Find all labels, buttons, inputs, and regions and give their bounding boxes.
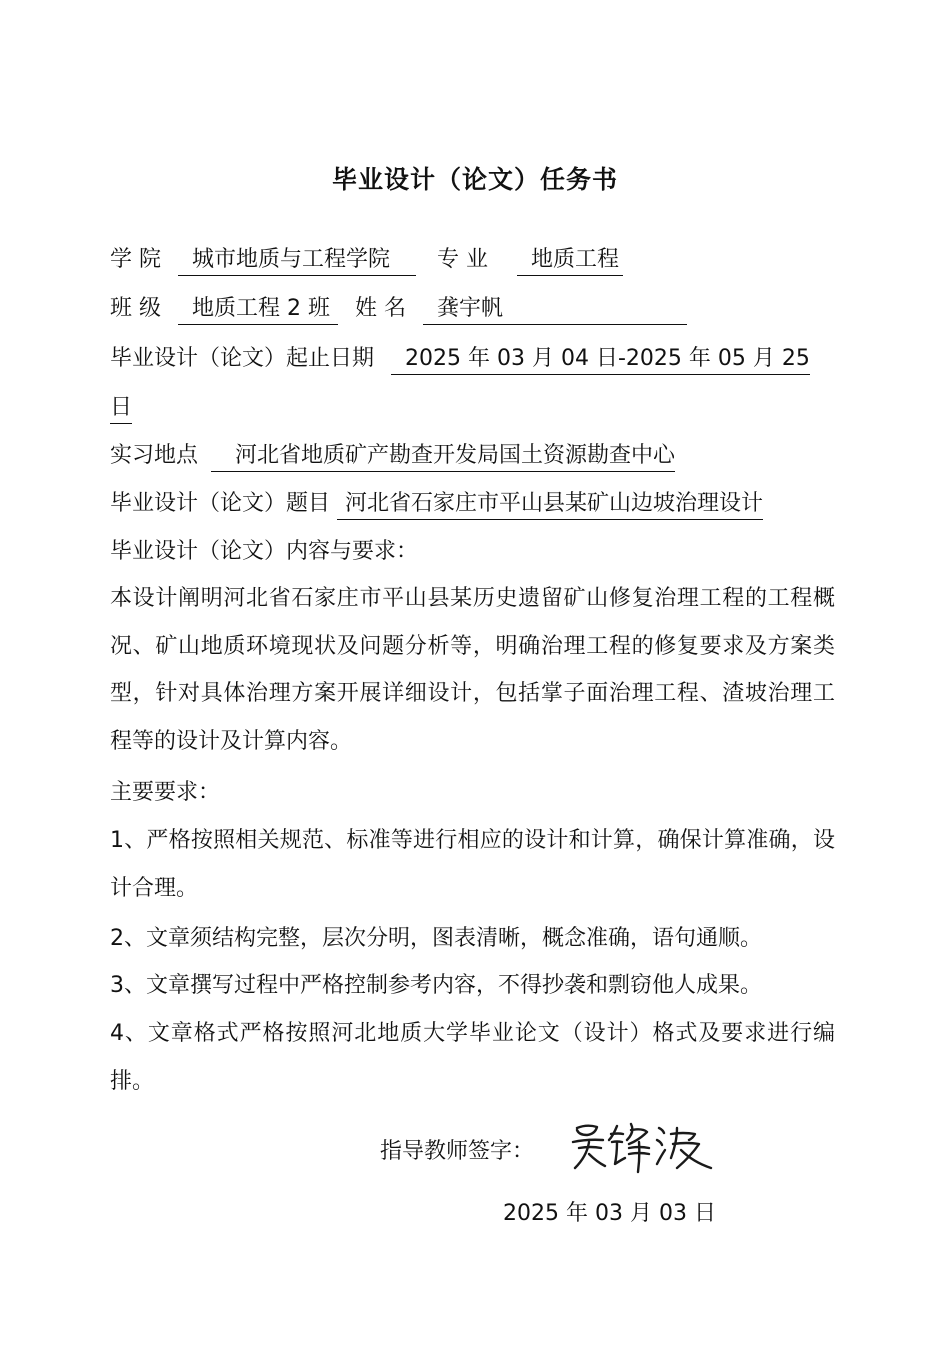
class-label: 班 级: [110, 296, 161, 321]
name-label: 姓 名: [354, 296, 406, 321]
major-label: 专 业: [437, 247, 489, 272]
internship-row: [110, 438, 675, 474]
internship-value: 河北省地质矿产勘查开发局国土资源勘查中心: [211, 441, 675, 472]
class-value: 地质工程 2 班: [178, 294, 338, 325]
signature-date: 2025 年 03 月 03 日: [503, 1201, 716, 1226]
requirement-item-2: 2、文章须结构完整，层次分明，图表清晰，概念准确，语句通顺。: [110, 926, 762, 951]
period-value-continued: 日: [110, 393, 132, 424]
name-value: 龚宇帆: [423, 294, 687, 325]
topic-row: [110, 486, 763, 522]
content-paragraph: 本设计阐明河北省石家庄市平山县某历史遗留矿山修复治理工程的工程概况、矿山地质环境现状及问题分析等，明确治理工程的修复要求及方案类型，针对具体治理方案开展详细设计，包括掌子面治理工程、渣坡治理工程等的设计及计算内容。: [110, 586, 835, 754]
topic-label: 毕业设计（论文）题目: [110, 491, 331, 516]
topic-value: 河北省石家庄市平山县某矿山边坡治理设计: [337, 489, 763, 520]
period-value: 2025 年 03 月 04 日-2025 年 05 月 25: [391, 344, 810, 375]
advisor-signature-label: 指导教师签字：: [380, 1139, 535, 1164]
period-label: 毕业设计（论文）起止日期: [110, 346, 375, 371]
college-major-row: [110, 242, 623, 278]
period-row: [110, 341, 810, 377]
document-title: 毕业设计（论文）任务书: [331, 165, 618, 194]
advisor-signature: [565, 1118, 715, 1178]
requirement-item-1: 1、严格按照相关规范、标准等进行相应的设计和计算，确保计算准确，设计合理。: [110, 828, 835, 901]
college-label: 学 院: [110, 247, 161, 272]
period-row-continued: [110, 390, 132, 426]
content-label: 毕业设计（论文）内容与要求：: [110, 539, 419, 564]
major-value: 地质工程: [517, 245, 623, 276]
college-value: 城市地质与工程学院: [178, 245, 416, 276]
requirement-item-4: 4、文章格式严格按照河北地质大学毕业论文（设计）格式及要求进行编排。: [110, 1021, 835, 1094]
internship-label: 实习地点: [110, 443, 199, 468]
class-name-row: [110, 291, 687, 327]
requirement-item-3: 3、文章撰写过程中严格控制参考内容，不得抄袭和剽窃他人成果。: [110, 973, 762, 998]
requirements-heading: 主要要求：: [110, 780, 221, 805]
